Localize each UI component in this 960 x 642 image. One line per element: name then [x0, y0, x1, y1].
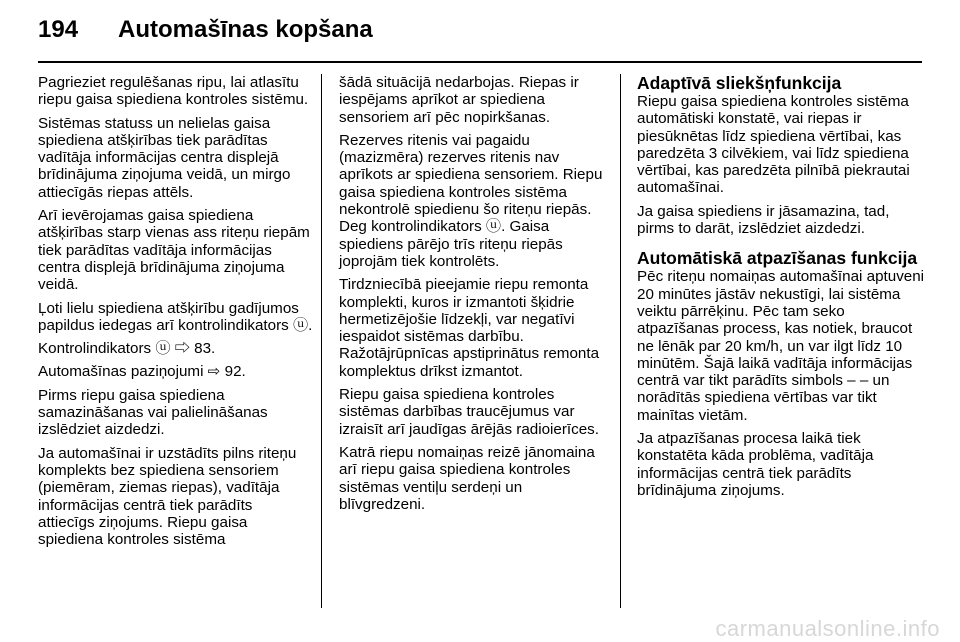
- paragraph: Sistēmas statuss un nelielas gaisa spiediena atšķirības tiek parādītas vadītāja informācijas centra displejā brīdinājuma ziņojuma veidā, un mirgo attiecīgās riepas attēls.: [38, 114, 291, 201]
- paragraph: Ļoti lielu spiediena atšķirību gadījumos papildus iedegas arī kontrolindikators ⓤ.: [38, 299, 313, 334]
- section-heading: Automātiskā atpazīšanas funkcija: [637, 248, 918, 269]
- paragraph: Tirdzniecībā pieejamie riepu remonta komplekti, kuros ir izmantoti šķidrie hermetizējošie līdzekļi, var negatīvi iespaidot sistēmas darbību. Ražotājrūpnīcas apstiprinātus remonta komplektus drīkst izmantot.: [339, 276, 600, 380]
- paragraph: Riepu gaisa spiediena kontroles sistēma automātiski konstatē, vai riepas ir piesūknētas līdz spiediena vērtībai, kas paredzēta 3 cilvēkiem, vai līdz spiediena vērtībai, kas paredzēta pilnībā piekrautai automašīnai.: [637, 93, 910, 197]
- paragraph: Ja automašīnai ir uzstādīts pilns riteņu komplekts bez spiediena sensoriem (piemēram, ziemas riepas), vadītāja informācijas centrā tiek parādīts attiecīgs ziņojums. Riepu gaisa spiediena kontroles sistēma: [38, 444, 297, 549]
- header-rule: [38, 61, 922, 63]
- column-1: [38, 74, 313, 554]
- paragraph: Automašīnas paziņojumi ⇨ 92.: [38, 363, 246, 381]
- watermark: carmanualsonline.info: [715, 616, 940, 641]
- column-divider: [321, 74, 322, 608]
- paragraph: Ja atpazīšanas procesa laikā tiek konstatēta kāda problēma, vadītāja informācijas centrā tiek parādīts brīdinājuma ziņojums.: [637, 430, 874, 499]
- paragraph: Pagrieziet regulēšanas ripu, lai atlasītu riepu gaisa spiediena kontroles sistēmu.: [38, 74, 309, 109]
- paragraph: Rezerves ritenis vai pagaidu (mazizmēra) rezerves ritenis nav aprīkots ar spiediena sensoriem. Riepu gaisa spiediena kontroles sistēma nekontrolē spiedienu šo riteņu riepās. Deg kontrolindikators ⓤ. Gaisa spiediens pārējo trīs riteņu riepās joprojām tiek kontrolēts.: [339, 131, 603, 270]
- page-number: 194: [38, 16, 79, 43]
- paragraph: Arī ievērojamas gaisa spiediena atšķirības starp vienas ass riteņu riepām tiek parādītas vadītāja informācijas centra displejā brīdinājuma ziņojuma veidā.: [38, 207, 310, 294]
- paragraph: Kontrolindikators ⓤ ⇨ 83.: [38, 340, 216, 358]
- page-title: Automašīnas kopšana: [118, 16, 373, 43]
- paragraph: Pēc riteņu nomaiņas automašīnai aptuveni 20 minūtes jāstāv nekustīgi, lai sistēma veiktu pārrēķinu. Pēc tam seko atpazīšanas process, kas notiek, braucot ne lēnāk par 20 km/h, un var ilgt līdz 10 minūtēm. Šajā laikā vadītāja informācijas centrā var tikt parādīts simbols – – un norādītās spiediena vērtības var tikt mainītas vietām.: [637, 268, 925, 424]
- section-heading: Adaptīvā sliekšņfunkcija: [637, 73, 842, 93]
- column-3: [637, 74, 927, 505]
- column-2: [339, 74, 609, 519]
- paragraph: Katrā riepu nomaiņas reizē jānomaina arī riepu gaisa spiediena kontroles sistēmas ventiļu serdeņi un blīvgredzeni.: [339, 443, 595, 513]
- paragraph: šādā situācijā nedarbojas. Riepas ir iespējams aprīkot ar spiediena sensoriem arī pēc nopirkšanas.: [339, 74, 579, 126]
- column-divider: [620, 74, 621, 608]
- paragraph: Pirms riepu gaisa spiediena samazināšanas vai palielināšanas izslēdziet aizdedzi.: [38, 386, 268, 439]
- paragraph: Ja gaisa spiediens ir jāsamazina, tad, pirms to darāt, izslēdziet aizdedzi.: [637, 202, 890, 238]
- page-header: [38, 16, 922, 62]
- paragraph: Riepu gaisa spiediena kontroles sistēmas darbības traucējumus var izraisīt arī jaudīgas ārējās radioierīces.: [339, 386, 599, 438]
